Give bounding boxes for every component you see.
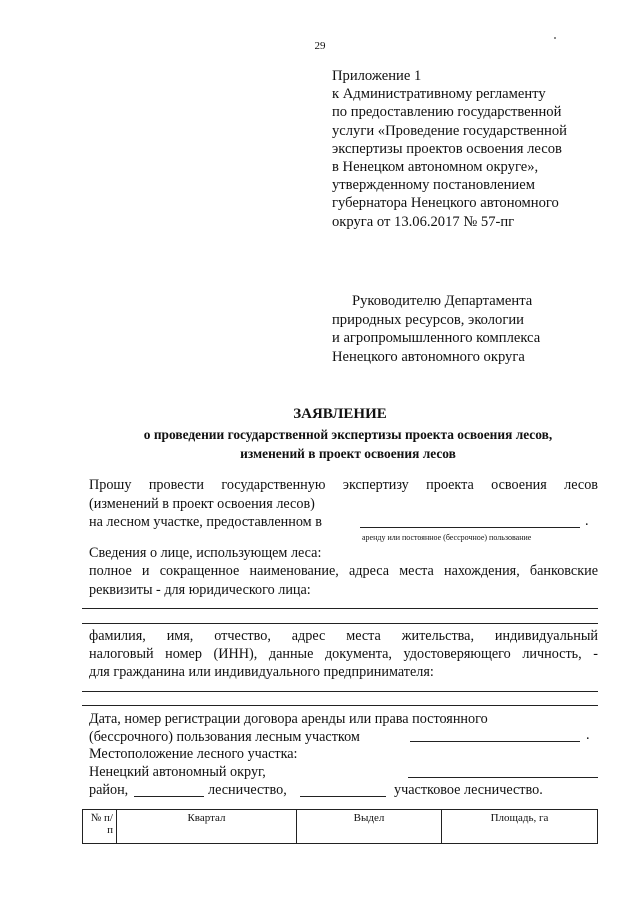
contract-end: . — [586, 727, 590, 743]
appendix-line: к Административному регламенту — [332, 86, 546, 103]
table-header-row — [83, 810, 598, 844]
request-text-line: (изменений в проект освоения лесов) — [89, 496, 315, 512]
addressee-block — [332, 292, 622, 366]
appendix-block — [332, 67, 622, 231]
forestry-label: лесничество, — [208, 782, 287, 798]
contract-text-line: (бессрочного) пользования лесным участком — [89, 729, 360, 745]
document-title: ЗАЯВЛЕНИЕ — [293, 406, 387, 422]
appendix-line: губернатора Ненецкого автономного — [332, 195, 559, 212]
contract-field[interactable] — [410, 741, 580, 742]
appendix-line: Приложение 1 — [332, 68, 422, 84]
person-field[interactable] — [82, 691, 598, 692]
scan-speck — [554, 37, 556, 39]
plot-provided-field[interactable] — [360, 527, 580, 528]
page-number: 29 — [314, 40, 326, 52]
table-header-quarter: Квартал — [117, 810, 297, 844]
forestry-field[interactable] — [300, 796, 386, 797]
contract-text-line: Дата, номер регистрации договора аренды или права постоянного — [89, 711, 488, 727]
addressee-line: природных ресурсов, экологии — [332, 311, 524, 328]
person-text-line: фамилия, имя, отчество, адрес места жительства, индивидуальный — [89, 628, 598, 644]
plot-provided-end: . — [585, 513, 589, 529]
person-text-line: налоговый номер (ИНН), данные документа, удостоверяющего личность, - — [89, 646, 598, 662]
plot-provided-hint: аренду или постоянное (бессрочное) пользование — [362, 533, 532, 542]
subtitle-line: изменений в проект освоения лесов — [240, 446, 456, 461]
plot-provided-label: на лесном участке, предоставленном в — [89, 514, 322, 530]
district-field[interactable] — [134, 796, 204, 797]
appendix-line: округа от 13.06.2017 № 57-пг — [332, 213, 515, 230]
addressee-line: и агропромышленного комплекса — [332, 330, 541, 347]
subtitle-line: о проведении государственной экспертизы проекта освоения лесов, — [143, 427, 553, 442]
table-header-area: Площадь, га — [442, 810, 598, 844]
plot-table — [82, 809, 598, 844]
document-subtitle — [98, 425, 598, 463]
person-text-line: для гражданина или индивидуального предпринимателя: — [89, 664, 434, 680]
legal-entity-field[interactable] — [82, 623, 598, 624]
addressee-line: Руководителю Департамента — [352, 293, 533, 309]
appendix-line: экспертизы проектов освоения лесов — [332, 140, 562, 157]
appendix-line: услуги «Проведение государственной — [332, 122, 567, 139]
okrug-field[interactable] — [408, 777, 598, 778]
person-field[interactable] — [82, 705, 598, 706]
user-info-label: Сведения о лице, использующем леса: — [89, 545, 322, 561]
okrug-label: Ненецкий автономный округ, — [89, 764, 266, 780]
table-header-number: № п/п — [83, 810, 117, 844]
appendix-line: по предоставлению государственной — [332, 104, 562, 121]
legal-entity-field[interactable] — [82, 608, 598, 609]
appendix-line: утвержденному постановлением — [332, 177, 535, 194]
request-text-line: Прошу провести государственную экспертизу проекта освоения лесов — [89, 477, 598, 493]
table-header-allotment: Выдел — [297, 810, 442, 844]
local-forestry-label: участковое лесничество. — [394, 782, 543, 798]
location-label: Местоположение лесного участка: — [89, 746, 298, 762]
legal-text-line: полное и сокращенное наименование, адреса места нахождения, банковские — [89, 563, 598, 579]
legal-text-line: реквизиты - для юридического лица: — [89, 582, 311, 598]
addressee-line: Ненецкого автономного округа — [332, 348, 525, 365]
district-label: район, — [89, 782, 129, 798]
appendix-line: в Ненецком автономном округе», — [332, 159, 539, 176]
